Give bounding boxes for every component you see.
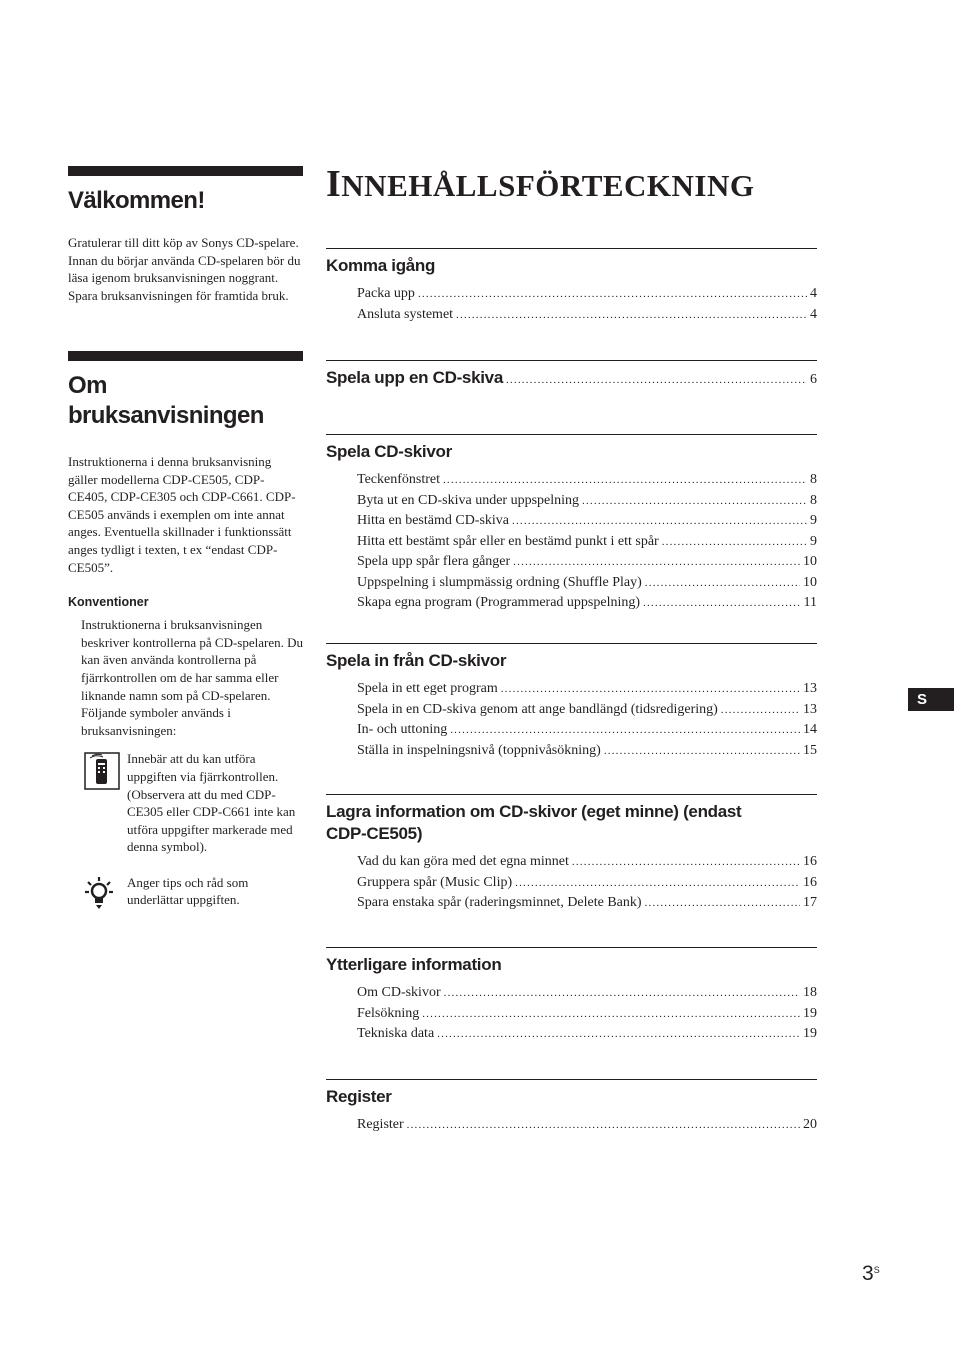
page-number-suffix: S xyxy=(873,1265,880,1275)
toc-entry-text: Uppspelning i slumpmässig ordning (Shuffle Play) xyxy=(357,574,642,590)
toc-entry-page: 18 xyxy=(803,985,817,1000)
leader-dots xyxy=(643,594,800,614)
toc-entry-page: 10 xyxy=(803,554,817,569)
leader-dots xyxy=(506,371,807,391)
symbol-remote-row xyxy=(84,750,303,856)
toc-section-custom-files xyxy=(326,794,817,914)
toc-entry-page: 10 xyxy=(803,574,817,590)
leader-dots xyxy=(512,512,807,532)
page-number-value: 3 xyxy=(862,1262,874,1285)
leader-dots xyxy=(645,894,800,914)
leader-dots xyxy=(515,874,800,894)
toc-entry-page: 4 xyxy=(810,306,817,322)
toc-entry-text: Tekniska data xyxy=(357,1026,435,1041)
section-rule xyxy=(326,947,817,948)
toc-title xyxy=(326,162,755,206)
toc-entry[interactable] xyxy=(357,983,817,1004)
welcome-section xyxy=(68,166,303,304)
toc-entry-text: Vad du kan göra med det egna minnet xyxy=(357,854,569,869)
toc-entry-text: Spela in en CD-skiva genom att ange bandlängd (tidsredigering) xyxy=(357,701,718,717)
toc-entry[interactable] xyxy=(326,367,817,391)
toc-entry-text: Ställa in inspelningsnivå (toppnivåsökning) xyxy=(357,742,601,758)
toc-entry[interactable] xyxy=(357,1024,817,1045)
leader-dots xyxy=(604,742,800,762)
section-rule xyxy=(326,643,817,644)
conventions-text: Instruktionerna i bruksanvisningen beskriver kontrollerna på CD-spelaren. Du kan även använda kontrollerna på fjärrkontrollen om de har samma eller liknande namn som på CD-spelaren. Följande symboler används i bruksanvisningen: xyxy=(81,617,304,738)
toc-entry[interactable] xyxy=(357,873,817,894)
toc-entry-page: 15 xyxy=(803,742,817,758)
section-title: Spela in från CD-skivor xyxy=(326,651,507,670)
language-tab: S xyxy=(908,688,954,711)
section-rule xyxy=(326,1079,817,1080)
manual-section xyxy=(68,351,303,916)
toc-section-additional-info xyxy=(326,947,817,1045)
toc-section-index xyxy=(326,1079,817,1136)
toc-entry[interactable] xyxy=(357,593,817,614)
toc-entry-text: Spara enstaka spår (raderingsminnet, Delete Bank) xyxy=(357,895,642,910)
conventions-title: Konventioner xyxy=(68,595,149,610)
toc-entry-page: 9 xyxy=(810,533,817,549)
toc-entry[interactable] xyxy=(357,893,817,914)
section-title: Spela CD-skivor xyxy=(326,442,452,461)
toc-title-rest: NNEHÅLLSFÖRTECKNING xyxy=(341,168,755,203)
toc-entry-text: Teckenfönstret xyxy=(357,472,440,487)
leader-dots xyxy=(582,492,807,512)
toc-entry-page: 9 xyxy=(810,513,817,528)
toc-entry[interactable] xyxy=(357,470,817,491)
toc-entry-page: 16 xyxy=(803,854,817,869)
toc-entry[interactable] xyxy=(357,720,817,741)
lightbulb-icon xyxy=(84,874,127,917)
toc-entry-page: 19 xyxy=(803,1005,817,1021)
toc-entry-page: 8 xyxy=(810,492,817,508)
toc-title-initial: I xyxy=(326,163,342,205)
toc-entry-page: 6 xyxy=(810,372,817,387)
toc-entry-text: Spela upp spår flera gånger xyxy=(357,554,511,569)
toc-entry-page: 8 xyxy=(810,472,817,487)
section-rule xyxy=(326,434,817,435)
toc-section-recording xyxy=(326,643,817,761)
toc-entry[interactable] xyxy=(357,700,817,721)
manual-text: Instruktionerna i denna bruksanvisning gäller modellerna CDP-CE505, CDP-CE405, CDP-CE305 och CDP-C661. CDP-CE505 används i exemplen om inte annat anges. Eventuella skillnader i funktionssätt anges tydligt i texten, t ex “endast CDP-CE505”. xyxy=(68,454,296,575)
leader-dots xyxy=(407,1116,800,1136)
section-rule xyxy=(326,360,817,361)
leader-dots xyxy=(418,285,807,305)
toc-entry-page: 19 xyxy=(803,1026,817,1041)
toc-entry-text: Hitta ett bestämt spår eller en bestämd punkt i ett spår xyxy=(357,533,659,549)
toc-entry-text: Hitta en bestämd CD-skiva xyxy=(357,513,510,528)
manual-title: Om bruksanvisningen xyxy=(68,372,264,429)
toc-entry[interactable] xyxy=(357,552,817,573)
toc-entry[interactable] xyxy=(357,741,817,762)
section-title xyxy=(326,801,817,845)
symbol-tips-text: Anger tips och råd som underlättar uppgiften. xyxy=(127,874,249,908)
welcome-title: Välkommen! xyxy=(68,187,205,214)
symbol-tips-row xyxy=(84,874,303,917)
leader-dots xyxy=(572,853,800,873)
toc-entry[interactable] xyxy=(357,573,817,594)
section-rule xyxy=(326,794,817,795)
leader-dots xyxy=(456,306,807,326)
toc-entry-text: Ansluta systemet xyxy=(357,306,454,322)
toc-entry-page: 14 xyxy=(803,722,817,737)
toc-entry[interactable] xyxy=(357,679,817,700)
toc-entry-page: 13 xyxy=(803,681,817,696)
section-title: Ytterligare information xyxy=(326,955,502,974)
leader-dots xyxy=(444,984,800,1004)
heading-bar xyxy=(68,166,303,176)
heading-bar xyxy=(68,351,303,361)
leader-dots xyxy=(422,1005,800,1025)
toc-section-getting-started xyxy=(326,248,817,325)
page-number xyxy=(862,1262,880,1286)
toc-entry[interactable] xyxy=(357,532,817,553)
section-rule xyxy=(326,248,817,249)
toc-entry-text: Felsökning xyxy=(357,1005,420,1021)
toc-entry-text: Spela in ett eget program xyxy=(357,681,498,696)
toc-entry-text: Skapa egna program (Programmerad uppspelning) xyxy=(357,595,641,610)
toc-entry-page: 16 xyxy=(803,874,817,890)
toc-entry[interactable] xyxy=(357,1115,817,1136)
leader-dots xyxy=(721,701,800,721)
section-title: Komma igång xyxy=(326,256,436,275)
section-title: Register xyxy=(326,1087,392,1106)
toc-entry-page: 20 xyxy=(803,1117,817,1132)
section-title: Spela upp en CD-skiva xyxy=(326,368,503,387)
leader-dots xyxy=(662,533,807,553)
leader-dots xyxy=(645,574,800,594)
toc-entry-page: 4 xyxy=(810,286,817,301)
toc-entry[interactable] xyxy=(357,284,817,305)
symbol-remote-text: Innebär att du kan utföra uppgiften via fjärrkontrollen. (Observera att du med CDP-CE305 eller CDP-C661 inte kan utföra uppgifter markerade med denna symbol). xyxy=(127,751,296,855)
toc-entry-text: Om CD-skivor xyxy=(357,985,441,1000)
leader-dots xyxy=(450,721,800,741)
toc-section-play-cd xyxy=(326,360,817,391)
toc-entry-page: 11 xyxy=(803,595,817,610)
toc-entry[interactable] xyxy=(357,511,817,532)
toc-entry-text: Byta ut en CD-skiva under uppspelning xyxy=(357,492,580,508)
leader-dots xyxy=(437,1025,800,1045)
remote-control-icon xyxy=(84,750,127,856)
toc-entry-text: Register xyxy=(357,1117,404,1132)
toc-entry[interactable] xyxy=(357,491,817,512)
toc-entry-text: In- och uttoning xyxy=(357,722,448,737)
leader-dots xyxy=(513,553,800,573)
welcome-text: Gratulerar till ditt köp av Sonys CD-spelare. Innan du börjar använda CD-spelaren bör du läsa igenom bruksanvisningen noggrant. Spara bruksanvisningen för framtida bruk. xyxy=(68,235,301,303)
leader-dots xyxy=(501,680,800,700)
leader-dots xyxy=(443,471,807,491)
toc-entry-page: 17 xyxy=(803,895,817,910)
toc-entry[interactable] xyxy=(357,852,817,873)
section-title-line2: CDP-CE505) xyxy=(326,824,423,843)
toc-entry-text: Gruppera spår (Music Clip) xyxy=(357,874,513,890)
toc-entry-page: 13 xyxy=(803,701,817,717)
section-title-line1: Lagra information om CD-skivor (eget minne) (endast xyxy=(326,802,742,821)
toc-entry[interactable] xyxy=(357,305,817,326)
toc-entry-text: Packa upp xyxy=(357,286,415,301)
toc-entry[interactable] xyxy=(357,1004,817,1025)
toc-section-playing-cds xyxy=(326,434,817,614)
